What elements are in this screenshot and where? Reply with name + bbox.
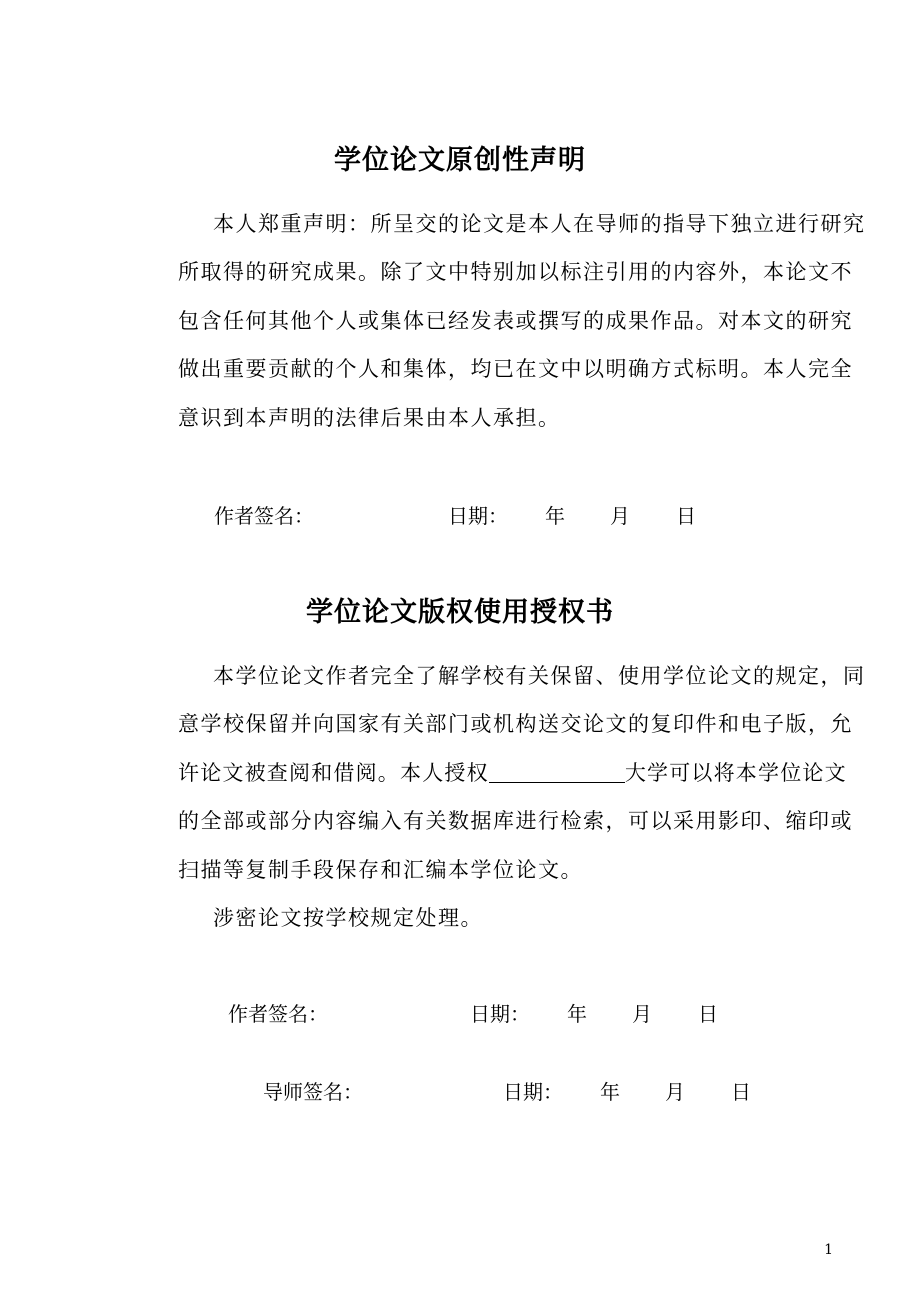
day-label: 日 (676, 504, 696, 528)
year-label: 年 (545, 504, 565, 528)
date-label: 日期： (503, 1080, 563, 1104)
month-label: 月 (665, 1080, 685, 1104)
university-blank (489, 762, 625, 783)
authorization-text: 许论文被查阅和借阅。本人授权 (178, 761, 489, 785)
page-number: 1 (824, 1242, 833, 1258)
year-label: 年 (600, 1080, 620, 1104)
statement-title: 学位论文原创性声明 (334, 145, 586, 176)
statement-line: 本人郑重声明：所呈交的论文是本人在导师的指导下独立进行研究 (213, 212, 866, 236)
confidential-note: 涉密论文按学校规定处理。 (213, 906, 483, 930)
authorization-text: 大学可以将本学位论文 (624, 761, 847, 785)
statement-line: 意识到本声明的法律后果由本人承担。 (178, 406, 561, 430)
authorization-line: 的全部或部分内容编入有关数据库进行检索，可以采用影印、缩印或 (178, 809, 853, 833)
day-label: 日 (731, 1080, 751, 1104)
authorization-line: 本学位论文作者完全了解学校有关保留、使用学位论文的规定，同 (213, 664, 866, 688)
authorization-title: 学位论文版权使用授权书 (306, 597, 614, 628)
authorization-line (178, 757, 847, 787)
statement-line: 所取得的研究成果。除了文中特别加以标注引用的内容外，本论文不 (178, 260, 853, 284)
date-label: 日期： (448, 504, 508, 528)
date-label: 日期： (470, 1002, 530, 1026)
statement-line: 包含任何其他个人或集体已经发表或撰写的成果作品。对本文的研究 (178, 309, 853, 333)
day-label: 日 (698, 1002, 718, 1026)
author-signature-label: 作者签名： (214, 504, 314, 528)
year-label: 年 (567, 1002, 587, 1026)
statement-line: 做出重要贡献的个人和集体，均已在文中以明确方式标明。本人完全 (178, 357, 853, 381)
authorization-line: 意学校保留并向国家有关部门或机构送交论文的复印件和电子版，允 (178, 712, 853, 736)
authorization-line: 扫描等复制手段保存和汇编本学位论文。 (178, 858, 583, 882)
author-signature-label: 作者签名： (228, 1002, 328, 1026)
month-label: 月 (632, 1002, 652, 1026)
month-label: 月 (610, 504, 630, 528)
advisor-signature-label: 导师签名： (263, 1080, 363, 1104)
